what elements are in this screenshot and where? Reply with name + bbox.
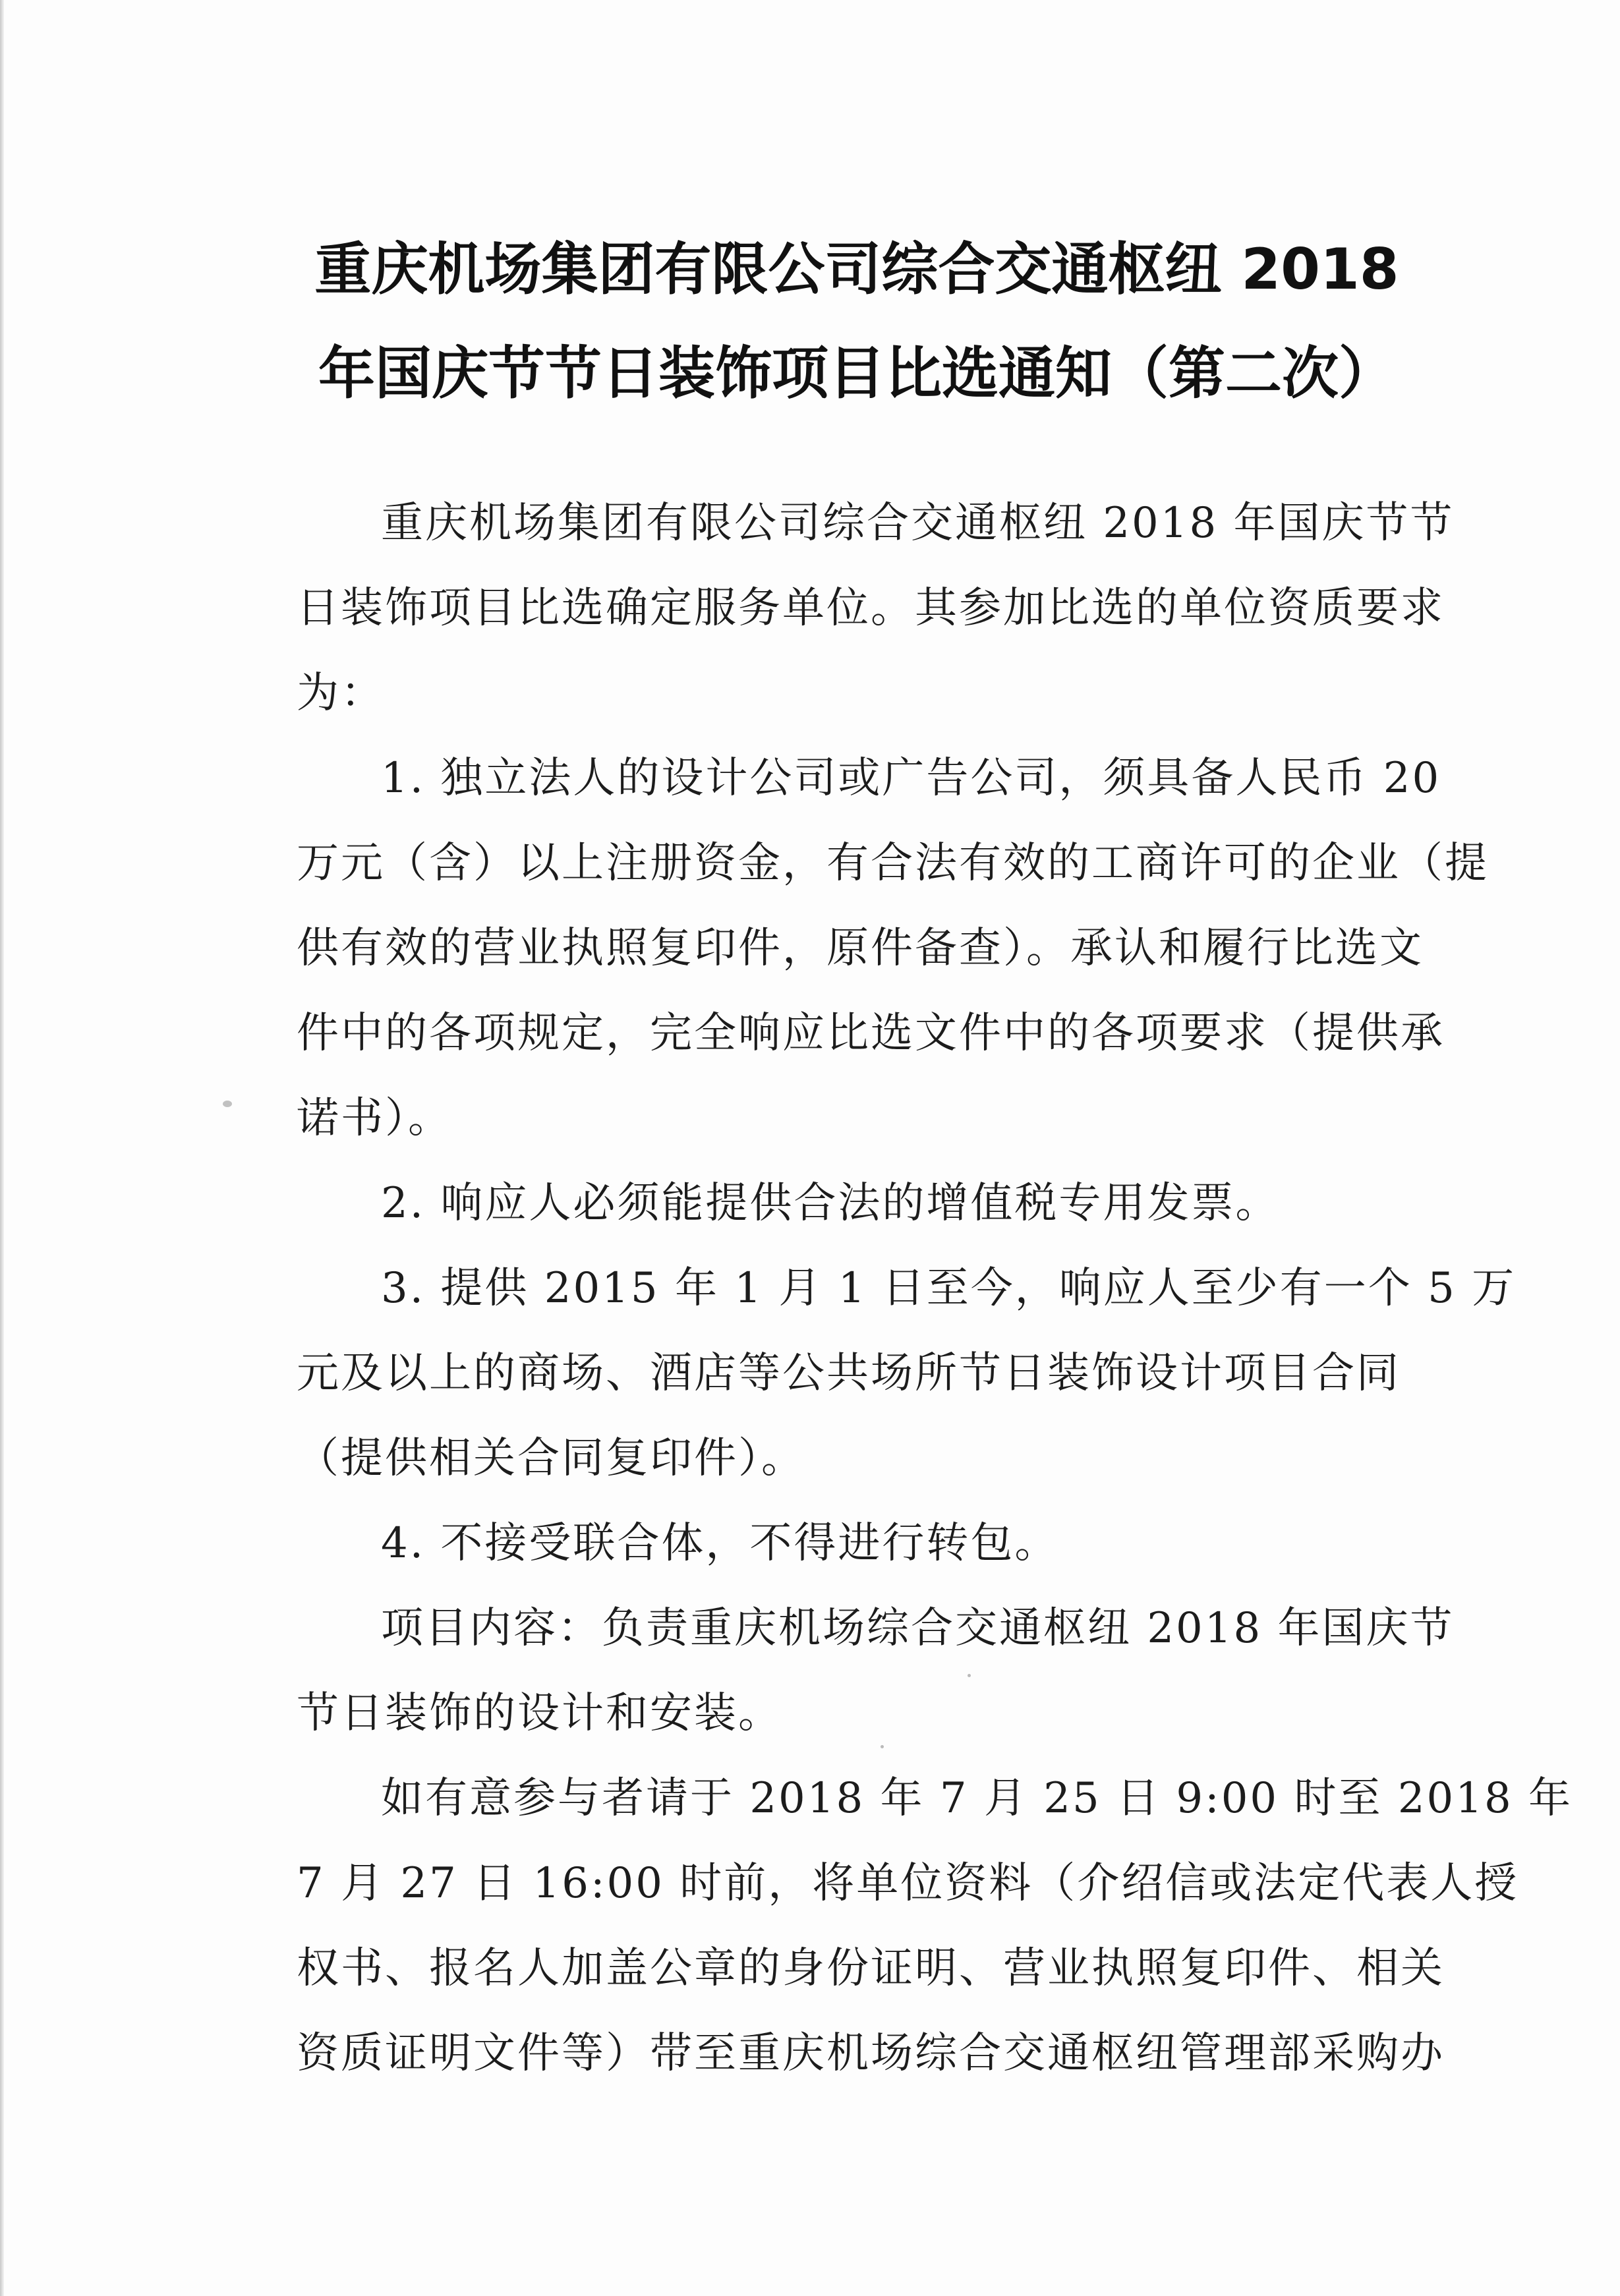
submission-paragraph-line: 如有意参与者请于 2018 年 7 月 25 日 9:00 时至 2018 年 [381, 1774, 1573, 1823]
scan-artifact-mark [223, 1101, 232, 1107]
scan-artifact-dot [968, 1674, 971, 1677]
requirement-3-line: （提供相关合同复印件）。 [297, 1434, 805, 1483]
requirement-4-line: 4. 不接受联合体，不得进行转包。 [381, 1519, 1059, 1568]
requirement-3-line: 元及以上的商场、酒店等公共场所节日装饰设计项目合同 [297, 1349, 1401, 1398]
scan-artifact-dot [881, 1745, 884, 1748]
requirement-1-line: 诺书）。 [297, 1094, 452, 1143]
submission-paragraph-line: 权书、报名人加盖公章的身份证明、营业执照复印件、相关 [297, 1944, 1445, 1993]
intro-paragraph-line: 重庆机场集团有限公司综合交通枢纽 2018 年国庆节节 [381, 499, 1455, 548]
requirement-1-line: 件中的各项规定，完全响应比选文件中的各项要求（提供承 [297, 1009, 1445, 1058]
intro-paragraph-line: 为： [297, 669, 385, 718]
requirement-2-line: 2. 响应人必须能提供合法的增值税专用发票。 [381, 1179, 1280, 1228]
scan-edge-shadow [0, 0, 4, 2296]
requirement-1-line: 万元（含）以上注册资金，有合法有效的工商许可的企业（提 [297, 839, 1489, 888]
requirement-1-line: 1. 独立法人的设计公司或广告公司，须具备人民币 20 [381, 754, 1441, 803]
title-line-2: 年国庆节节日装饰项目比选通知（第二次） [318, 341, 1395, 407]
submission-paragraph-line: 7 月 27 日 16:00 时前，将单位资料（介绍信或法定代表人授 [297, 1859, 1519, 1908]
document-title [290, 217, 1424, 426]
project-content-line: 项目内容：负责重庆机场综合交通枢纽 2018 年国庆节 [381, 1604, 1455, 1653]
project-content-line: 节日装饰的设计和安装。 [297, 1689, 782, 1738]
submission-paragraph-line: 资质证明文件等）带至重庆机场综合交通枢纽管理部采购办 [297, 2029, 1445, 2078]
title-line-1: 重庆机场集团有限公司综合交通枢纽 2018 [314, 237, 1399, 302]
requirement-1-line: 供有效的营业执照复印件，原件备查）。承认和履行比选文 [297, 924, 1424, 973]
document-body [297, 481, 1573, 2096]
requirement-3-line: 3. 提供 2015 年 1 月 1 日至今，响应人至少有一个 5 万 [381, 1264, 1517, 1313]
intro-paragraph-line: 日装饰项目比选确定服务单位。其参加比选的单位资质要求 [297, 584, 1445, 633]
